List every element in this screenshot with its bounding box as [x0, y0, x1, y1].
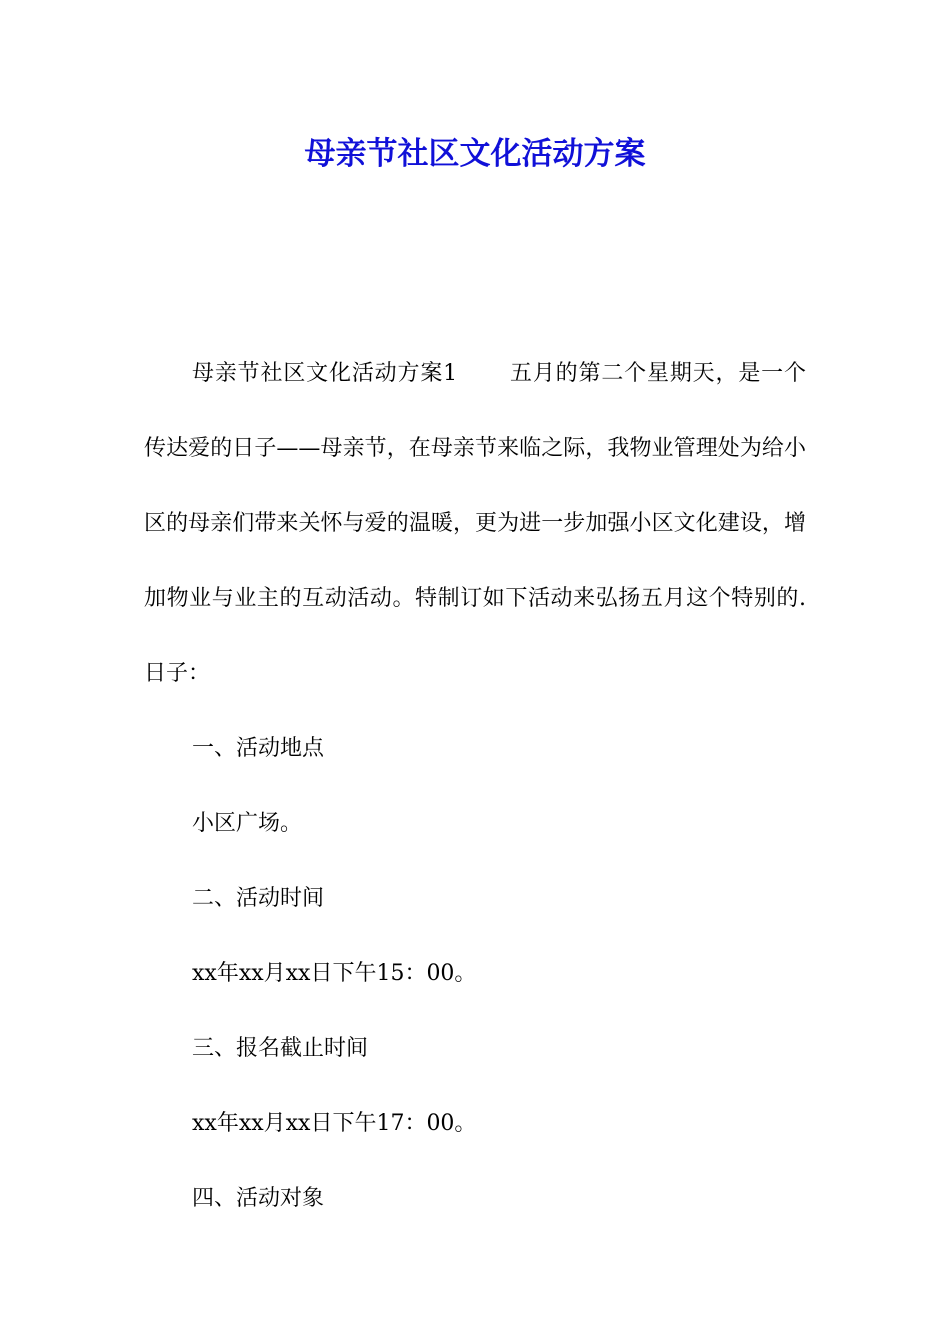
section-content-deadline: xx年xx月xx日下午17：00。 [192, 1111, 477, 1136]
section-heading-audience: 四、活动对象 [192, 1186, 325, 1211]
intro-text: 五月的第二个星期天，是一个传达爱的日子——母亲节，在母亲节来临之际，我物业管理处为给小区的母亲们带来关怀与爱的温暖，更为进一步加强小区文化建设，增加物业与业主的互动活动。特制订如下活动来弘扬五月这个特别的.日子： [144, 361, 806, 686]
intro-paragraph [144, 336, 806, 711]
section-content-time: xx年xx月xx日下午15：00。 [192, 961, 477, 986]
section-heading-location: 一、活动地点 [192, 736, 325, 761]
document-title: 母亲节社区文化活动方案 [304, 136, 646, 172]
document-body [144, 336, 806, 1236]
section-content-location: 小区广场。 [192, 811, 303, 836]
section-heading-deadline: 三、报名截止时间 [192, 1036, 369, 1061]
section-heading-time: 二、活动时间 [192, 886, 325, 911]
intro-heading: 母亲节社区文化活动方案1 [192, 361, 458, 386]
